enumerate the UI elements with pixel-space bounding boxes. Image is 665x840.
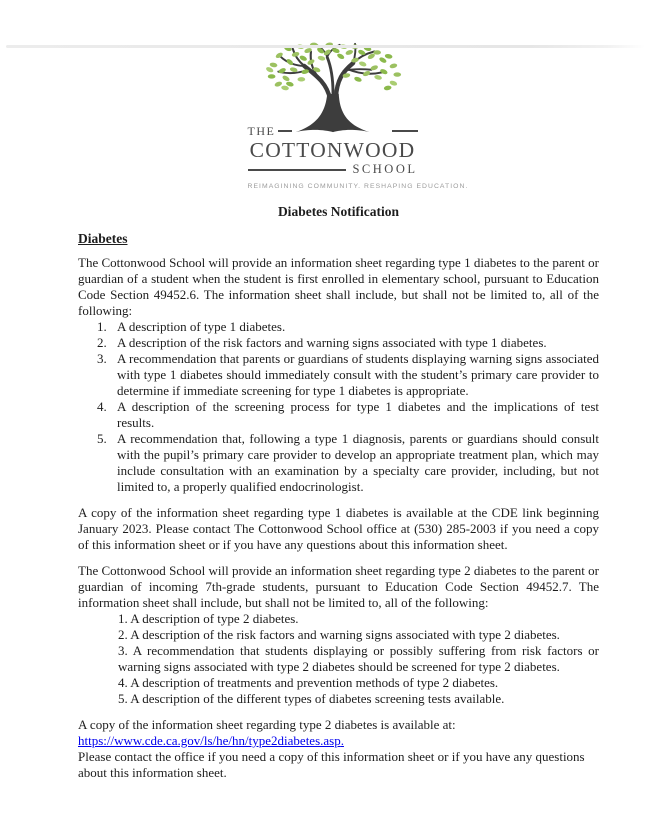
list-item-number: 5. (118, 690, 128, 706)
list-item (118, 643, 599, 675)
page-top-edge (6, 45, 645, 48)
list-item (118, 691, 599, 707)
list-item (78, 431, 599, 495)
list-item (118, 675, 599, 691)
paragraph-type2-copy-info (78, 717, 599, 781)
list-item-number: 5. (97, 430, 107, 446)
list-item (78, 351, 599, 399)
list-item-text: A recommendation that students displaying or possibly suffering from risk factors or warning signs associated with type 2 diabetes should be screened for type 2 diabetes. (118, 642, 599, 674)
tree-icon (257, 40, 409, 134)
logo-rule-school (248, 169, 347, 171)
type2-requirements-list (78, 611, 599, 707)
list-item-text: A description of the risk factors and warning signs associated with type 1 diabetes. (117, 334, 547, 350)
list-item-text: A description of the screening process for type 1 diabetes and the implications of test results. (117, 398, 599, 430)
cde-type2-diabetes-link[interactable]: https://www.cde.ca.gov/ls/he/hn/type2diabetes.asp (78, 732, 341, 748)
logo-rule-right (392, 130, 418, 132)
list-item-text: A recommendation that, following a type 1 diagnosis, parents or guardians should consult with the pupil’s primary care provider to develop an appropriate treatment plan, which may include consultation with an examination by a specialty care provider, including, but not limited to, a properly qualified endocrinologist. (117, 430, 599, 494)
list-item-text: A description of the different types of diabetes screening tests available. (130, 690, 505, 706)
contact-office-line: Please contact the office if you need a copy of this information sheet or if you have any questions about this information sheet. (78, 748, 585, 780)
list-item-text: A description of type 1 diabetes. (117, 318, 286, 334)
logo-school-row (248, 163, 418, 177)
list-item (78, 399, 599, 431)
paragraph-type2-intro: The Cottonwood School will provide an information sheet regarding type 2 diabetes to the parent or guardian of incoming 7th-grade students, pursuant to Education Code Section 49452.7. The information sheet shall include, but shall not be limited to, all of the following: (78, 562, 599, 610)
paragraph-type1-intro: The Cottonwood School will provide an information sheet regarding type 1 diabetes to the parent or guardian of a student when the student is first enrolled in elementary school, pursuant to Education Code Section 49452.6. The information sheet shall include, but shall not be limited to, all of the following: (78, 254, 599, 318)
list-item-number: 1. (118, 610, 128, 626)
school-logo (247, 40, 469, 190)
type2-copy-intro-line: A copy of the information sheet regarding type 2 diabetes is available at: (78, 716, 456, 732)
list-item-number: 2. (97, 334, 107, 350)
document-page (0, 40, 665, 840)
list-item-number: 3. (118, 642, 128, 658)
logo-rule-left (278, 130, 292, 132)
list-item-number: 3. (97, 350, 107, 366)
document-title: Diabetes Notification (277, 203, 400, 219)
list-item-text: A description of treatments and prevention methods of type 2 diabetes. (130, 674, 499, 690)
type1-requirements-list (78, 319, 599, 495)
list-item (78, 319, 599, 335)
logo-school-text: SCHOOL (352, 162, 418, 177)
link-trailing-period: . (340, 732, 344, 748)
list-item-number: 4. (97, 398, 107, 414)
list-item (118, 611, 599, 627)
list-item-text: A recommendation that parents or guardians of students displaying warning signs associated with type 1 diabetes should immediately consult with the student’s primary care provider to determine if immediate screening for type 1 diabetes is appropriate. (117, 350, 599, 398)
list-item-number: 2. (118, 626, 128, 642)
logo-the-text: THE (247, 124, 276, 138)
list-item-text: A description of type 2 diabetes. (130, 610, 299, 626)
list-item (118, 627, 599, 643)
document-content (78, 204, 599, 781)
list-item-number: 1. (97, 318, 107, 334)
logo-cottonwood-text: COTTONWOOD (249, 138, 416, 162)
list-item-text: A description of the risk factors and warning signs associated with type 2 diabetes. (130, 626, 560, 642)
section-heading-diabetes: Diabetes (78, 230, 128, 246)
logo-tagline: REIMAGINING COMMUNITY. RESHAPING EDUCATION. (247, 182, 469, 190)
paragraph-type1-copy-info: A copy of the information sheet regarding type 1 diabetes is available at the CDE link beginning January 2023. Please contact The Cottonwood School office at (530) 285-2003 if you need a copy of this information sheet or if you have any questions about this information sheet. (78, 504, 599, 552)
list-item (78, 335, 599, 351)
list-item-number: 4. (118, 674, 128, 690)
